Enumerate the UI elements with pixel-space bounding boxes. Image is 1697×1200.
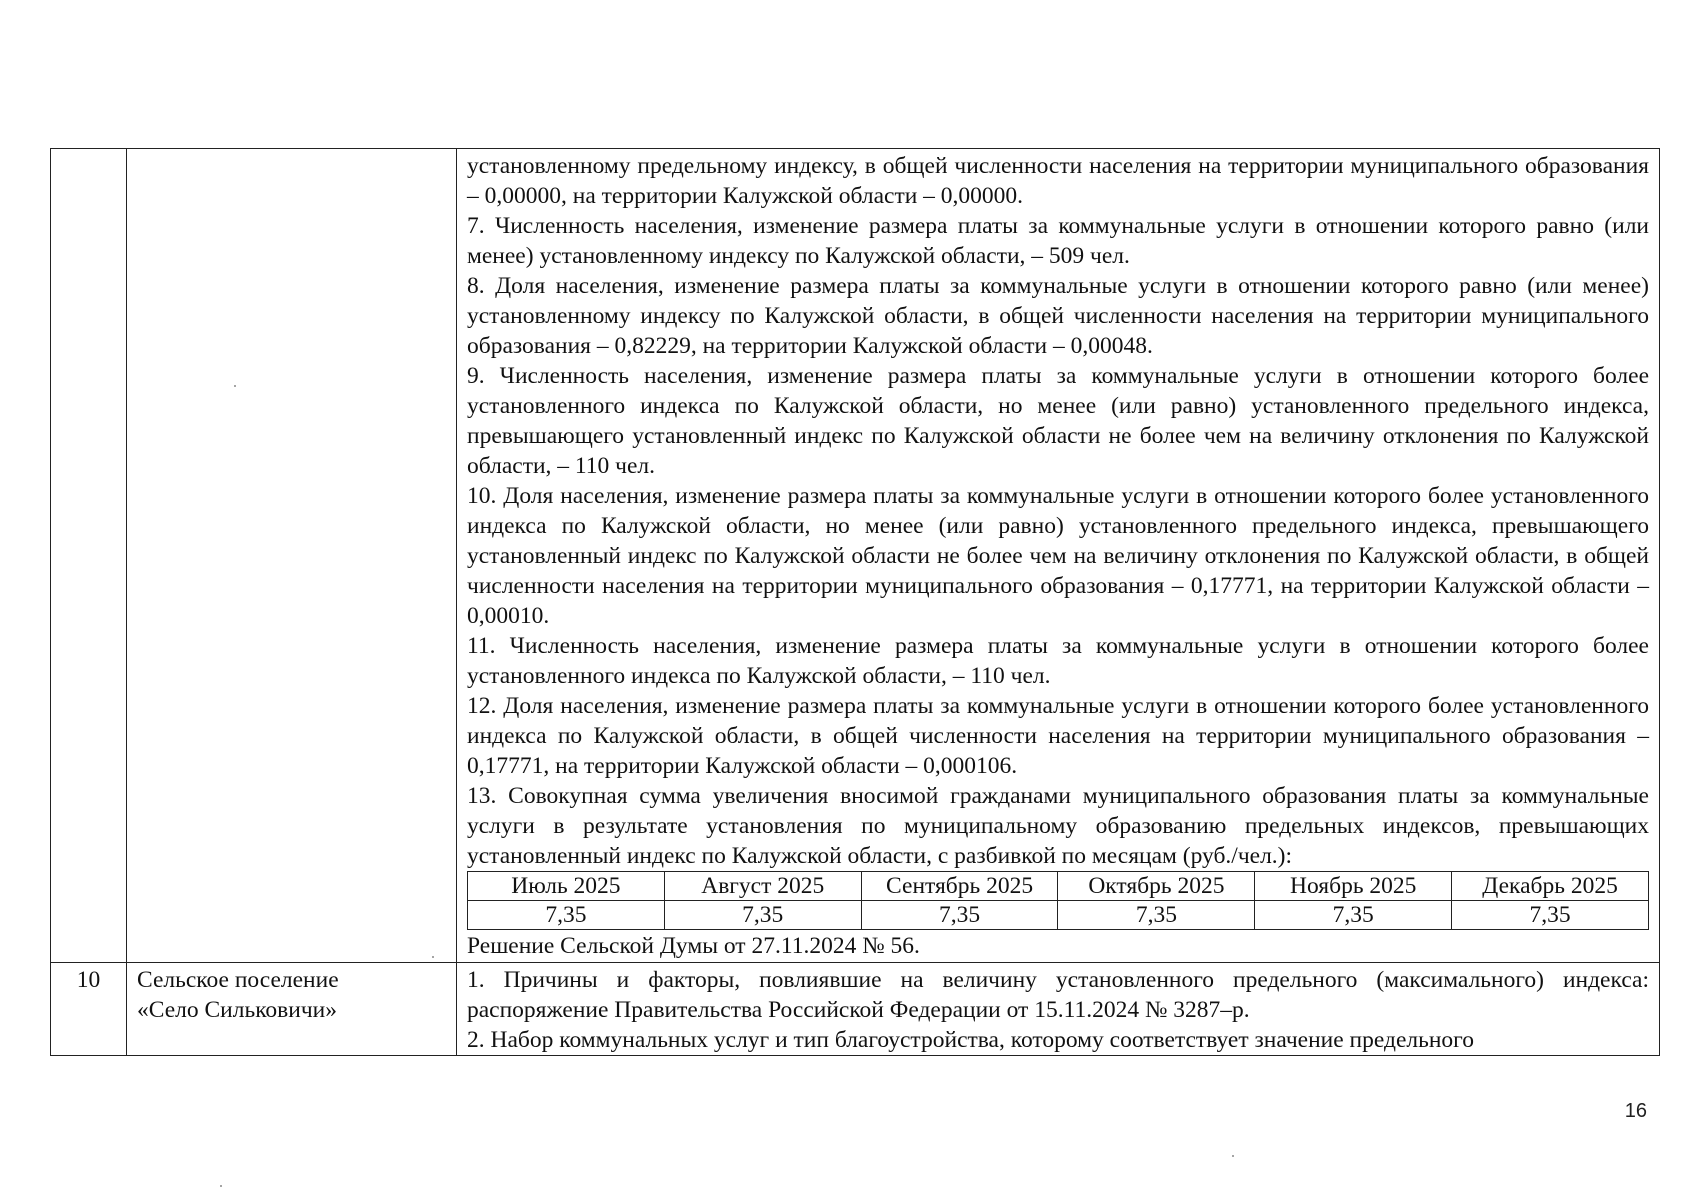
month-value: 7,35 xyxy=(468,901,665,930)
month-header: Октябрь 2025 xyxy=(1058,872,1255,901)
scan-speck xyxy=(432,956,434,958)
municipality-name-line-2: «Село Сильковичи» xyxy=(137,997,337,1023)
month-value: 7,35 xyxy=(861,901,1058,930)
month-header: Декабрь 2025 xyxy=(1452,872,1649,901)
month-header: Сентябрь 2025 xyxy=(861,872,1058,901)
month-header: Август 2025 xyxy=(664,872,861,901)
paragraph-13: 13. Совокупная сумма увеличения вносимой гражданами муниципального образования платы за коммунальные услуги в результате установления по муниципальному образованию предельных индексов, превышающих установленный индекс по Калужской области, с разбивкой по месяцам (руб./чел.): xyxy=(467,783,1649,869)
month-header: Июль 2025 xyxy=(468,872,665,901)
municipality-name-line-1: Сельское поселение xyxy=(137,967,339,993)
paragraph-11: 11. Численность населения, изменение размера платы за коммунальные услуги в отношении которого более установленного индекса по Калужской области, – 110 чел. xyxy=(467,633,1649,689)
page-number: 16 xyxy=(1624,1100,1647,1122)
row-number-cell xyxy=(51,149,127,963)
paragraph-7: 7. Численность населения, изменение размера платы за коммунальные услуги в отношении которого равно (или менее) установленному индексу по Калужской области, – 509 чел. xyxy=(467,213,1649,269)
municipal-index-table xyxy=(50,148,1660,1056)
months-values-row xyxy=(468,901,1649,930)
paragraph-6-end: установленному предельному индексу, в общей численности населения на территории муниципального образования – 0,00000, на территории Калужской области – 0,00000. xyxy=(467,153,1649,209)
paragraph-10: 10. Доля населения, изменение размера платы за коммунальные услуги в отношении которого более установленного индекса по Калужской области, но менее (или равно) установленного предельного индекса, превышающего установленный индекс по Калужской области не более чем на величину отклонения по Калужской области, в общей численности населения на территории муниципального образования – 0,17771, на территории Калужской области – 0,00010. xyxy=(467,483,1649,629)
row-number: 10 xyxy=(51,963,127,1056)
paragraph-2: 2. Набор коммунальных услуг и тип благоустройства, которому соответствует значение предельного xyxy=(467,1027,1474,1053)
paragraph-12: 12. Доля населения, изменение размера платы за коммунальные услуги в отношении которого более установленного индекса по Калужской области, в общей численности населения на территории муниципального образования – 0,17771, на территории Калужской области – 0,000106. xyxy=(467,693,1649,779)
months-header-row xyxy=(468,872,1649,901)
paragraph-1: 1. Причины и факторы, повлиявшие на величину установленного предельного (максимального) индекса: распоряжение Правительства Российской Федерации от 15.11.2024 № 3287–р. xyxy=(467,967,1649,1023)
month-value: 7,35 xyxy=(1452,901,1649,930)
details-cell xyxy=(457,149,1660,963)
table-row-continuation xyxy=(51,149,1660,963)
municipality-name-cell xyxy=(127,149,457,963)
scan-speck xyxy=(220,1185,222,1187)
month-value: 7,35 xyxy=(1058,901,1255,930)
monthly-amounts-table xyxy=(467,871,1649,930)
scan-speck xyxy=(234,385,236,387)
paragraph-9: 9. Численность населения, изменение размера платы за коммунальные услуги в отношении которого более установленного индекса по Калужской области, но менее (или равно) установленного предельного индекса, превышающего установленный индекс по Калужской области не более чем на величину отклонения по Калужской области, – 110 чел. xyxy=(467,363,1649,479)
details-cell xyxy=(457,963,1660,1056)
table-row-10 xyxy=(51,963,1660,1056)
month-value: 7,35 xyxy=(664,901,861,930)
decision-reference: Решение Сельской Думы от 27.11.2024 № 56. xyxy=(467,933,920,959)
scan-speck xyxy=(1232,1155,1234,1157)
month-header: Ноябрь 2025 xyxy=(1255,872,1452,901)
municipality-name xyxy=(127,963,457,1056)
paragraph-8: 8. Доля населения, изменение размера платы за коммунальные услуги в отношении которого равно (или менее) установленному индексу по Калужской области, в общей численности населения на территории муниципального образования – 0,82229, на территории Калужской области – 0,00048. xyxy=(467,273,1649,359)
month-value: 7,35 xyxy=(1255,901,1452,930)
